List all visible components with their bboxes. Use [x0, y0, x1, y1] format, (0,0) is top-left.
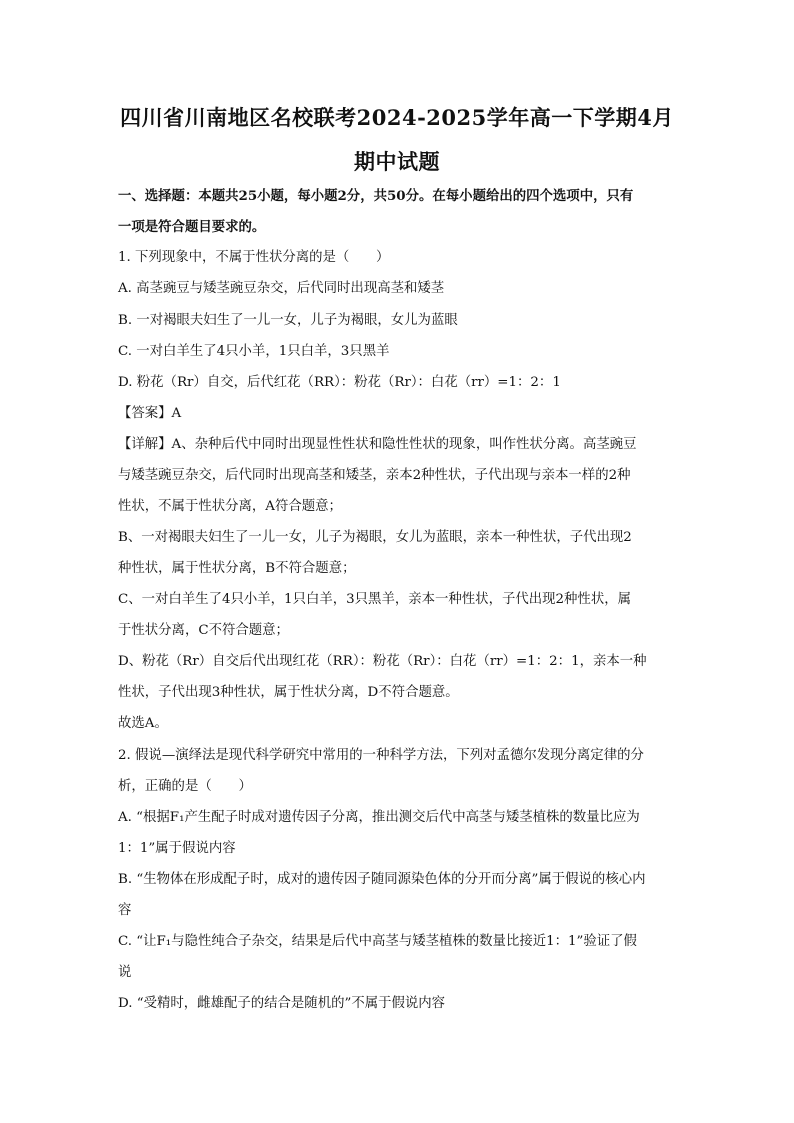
- q1-explanation-line: B、一对褐眼夫妇生了一儿一女，儿子为褐眼，女儿为蓝眼，亲本一种性状，子代出现2: [118, 530, 632, 545]
- doc-title-line1: 四川省川南地区名校联考2024-2025学年高一下学期4月: [120, 105, 674, 130]
- section-heading-line2: 一项是符合题目要求的。: [118, 219, 266, 235]
- q2-option-c-line2: 说: [118, 965, 132, 980]
- q2-stem-line2: 析，正确的是（ ）: [118, 779, 252, 794]
- q1-explanation-line: C、一对白羊生了4只小羊，1只白羊，3只黑羊，亲本一种性状，子代出现2种性状，属: [118, 592, 631, 607]
- q1-option-b: B. 一对褐眼夫妇生了一儿一女，儿子为褐眼，女儿为蓝眼: [118, 313, 458, 328]
- q1-option-d: D. 粉花（Rr）自交，后代红花（RR）：粉花（Rr）：白花（rr）=1：2：1: [118, 375, 561, 390]
- q1-option-c: C. 一对白羊生了4只小羊，1只白羊，3只黑羊: [118, 344, 390, 359]
- q1-stem: 1. 下列现象中，不属于性状分离的是（ ）: [118, 250, 390, 265]
- q1-explanation-line: 与矮茎豌豆杂交，后代同时出现高茎和矮茎，亲本2种性状，子代出现与亲本一样的2种: [118, 468, 631, 483]
- section-heading-line1: 一、选择题：本题共25小题，每小题2分，共50分。在每小题给出的四个选项中，只有: [118, 188, 634, 204]
- q1-explanation-line: 性状，子代出现3种性状，属于性状分离，D不符合题意。: [118, 685, 459, 700]
- q2-option-a-line1: A. “根据F₁产生配子时成对遗传因子分离，推出测交后代中高茎与矮茎植株的数量比应为: [118, 810, 640, 825]
- q2-stem-line1: 2. 假说—演绎法是现代科学研究中常用的一种科学方法，下列对孟德尔发现分离定律的分: [118, 748, 644, 763]
- q1-option-a: A. 高茎豌豆与矮茎豌豆杂交，后代同时出现高茎和矮茎: [118, 281, 445, 296]
- q1-explanation-line: D、粉花（Rr）自交后代出现红花（RR）：粉花（Rr）：白花（rr）=1：2：1，亲本一种: [118, 654, 647, 669]
- q1-explanation-line: 种性状，属于性状分离，B不符合题意；: [118, 561, 356, 576]
- q2-option-a-line2: 1：1”属于假说内容: [118, 841, 236, 856]
- q2-option-b-line1: B. “生物体在形成配子时，成对的遗传因子随同源染色体的分开而分离”属于假说的核心内: [118, 872, 646, 887]
- q1-answer: 【答案】A: [118, 406, 182, 421]
- q2-option-c-line1: C. “让F₁与隐性纯合子杂交，结果是后代中高茎与矮茎植株的数量比接近1：1”验证了假: [118, 934, 637, 949]
- q1-conclusion: 故选A。: [118, 716, 168, 731]
- q2-option-b-line2: 容: [118, 903, 132, 918]
- q1-explanation-line: 性状，不属于性状分离，A符合题意；: [118, 499, 342, 514]
- q2-option-d: D. “受精时，雌雄配子的结合是随机的”不属于假说内容: [118, 996, 446, 1011]
- q1-explanation-line: 于性状分离，C不符合题意；: [118, 623, 289, 638]
- doc-title-line2: 期中试题: [354, 149, 440, 174]
- q1-explanation-line: 【详解】A、杂种后代中同时出现显性性状和隐性性状的现象，叫作性状分离。高茎豌豆: [118, 437, 637, 452]
